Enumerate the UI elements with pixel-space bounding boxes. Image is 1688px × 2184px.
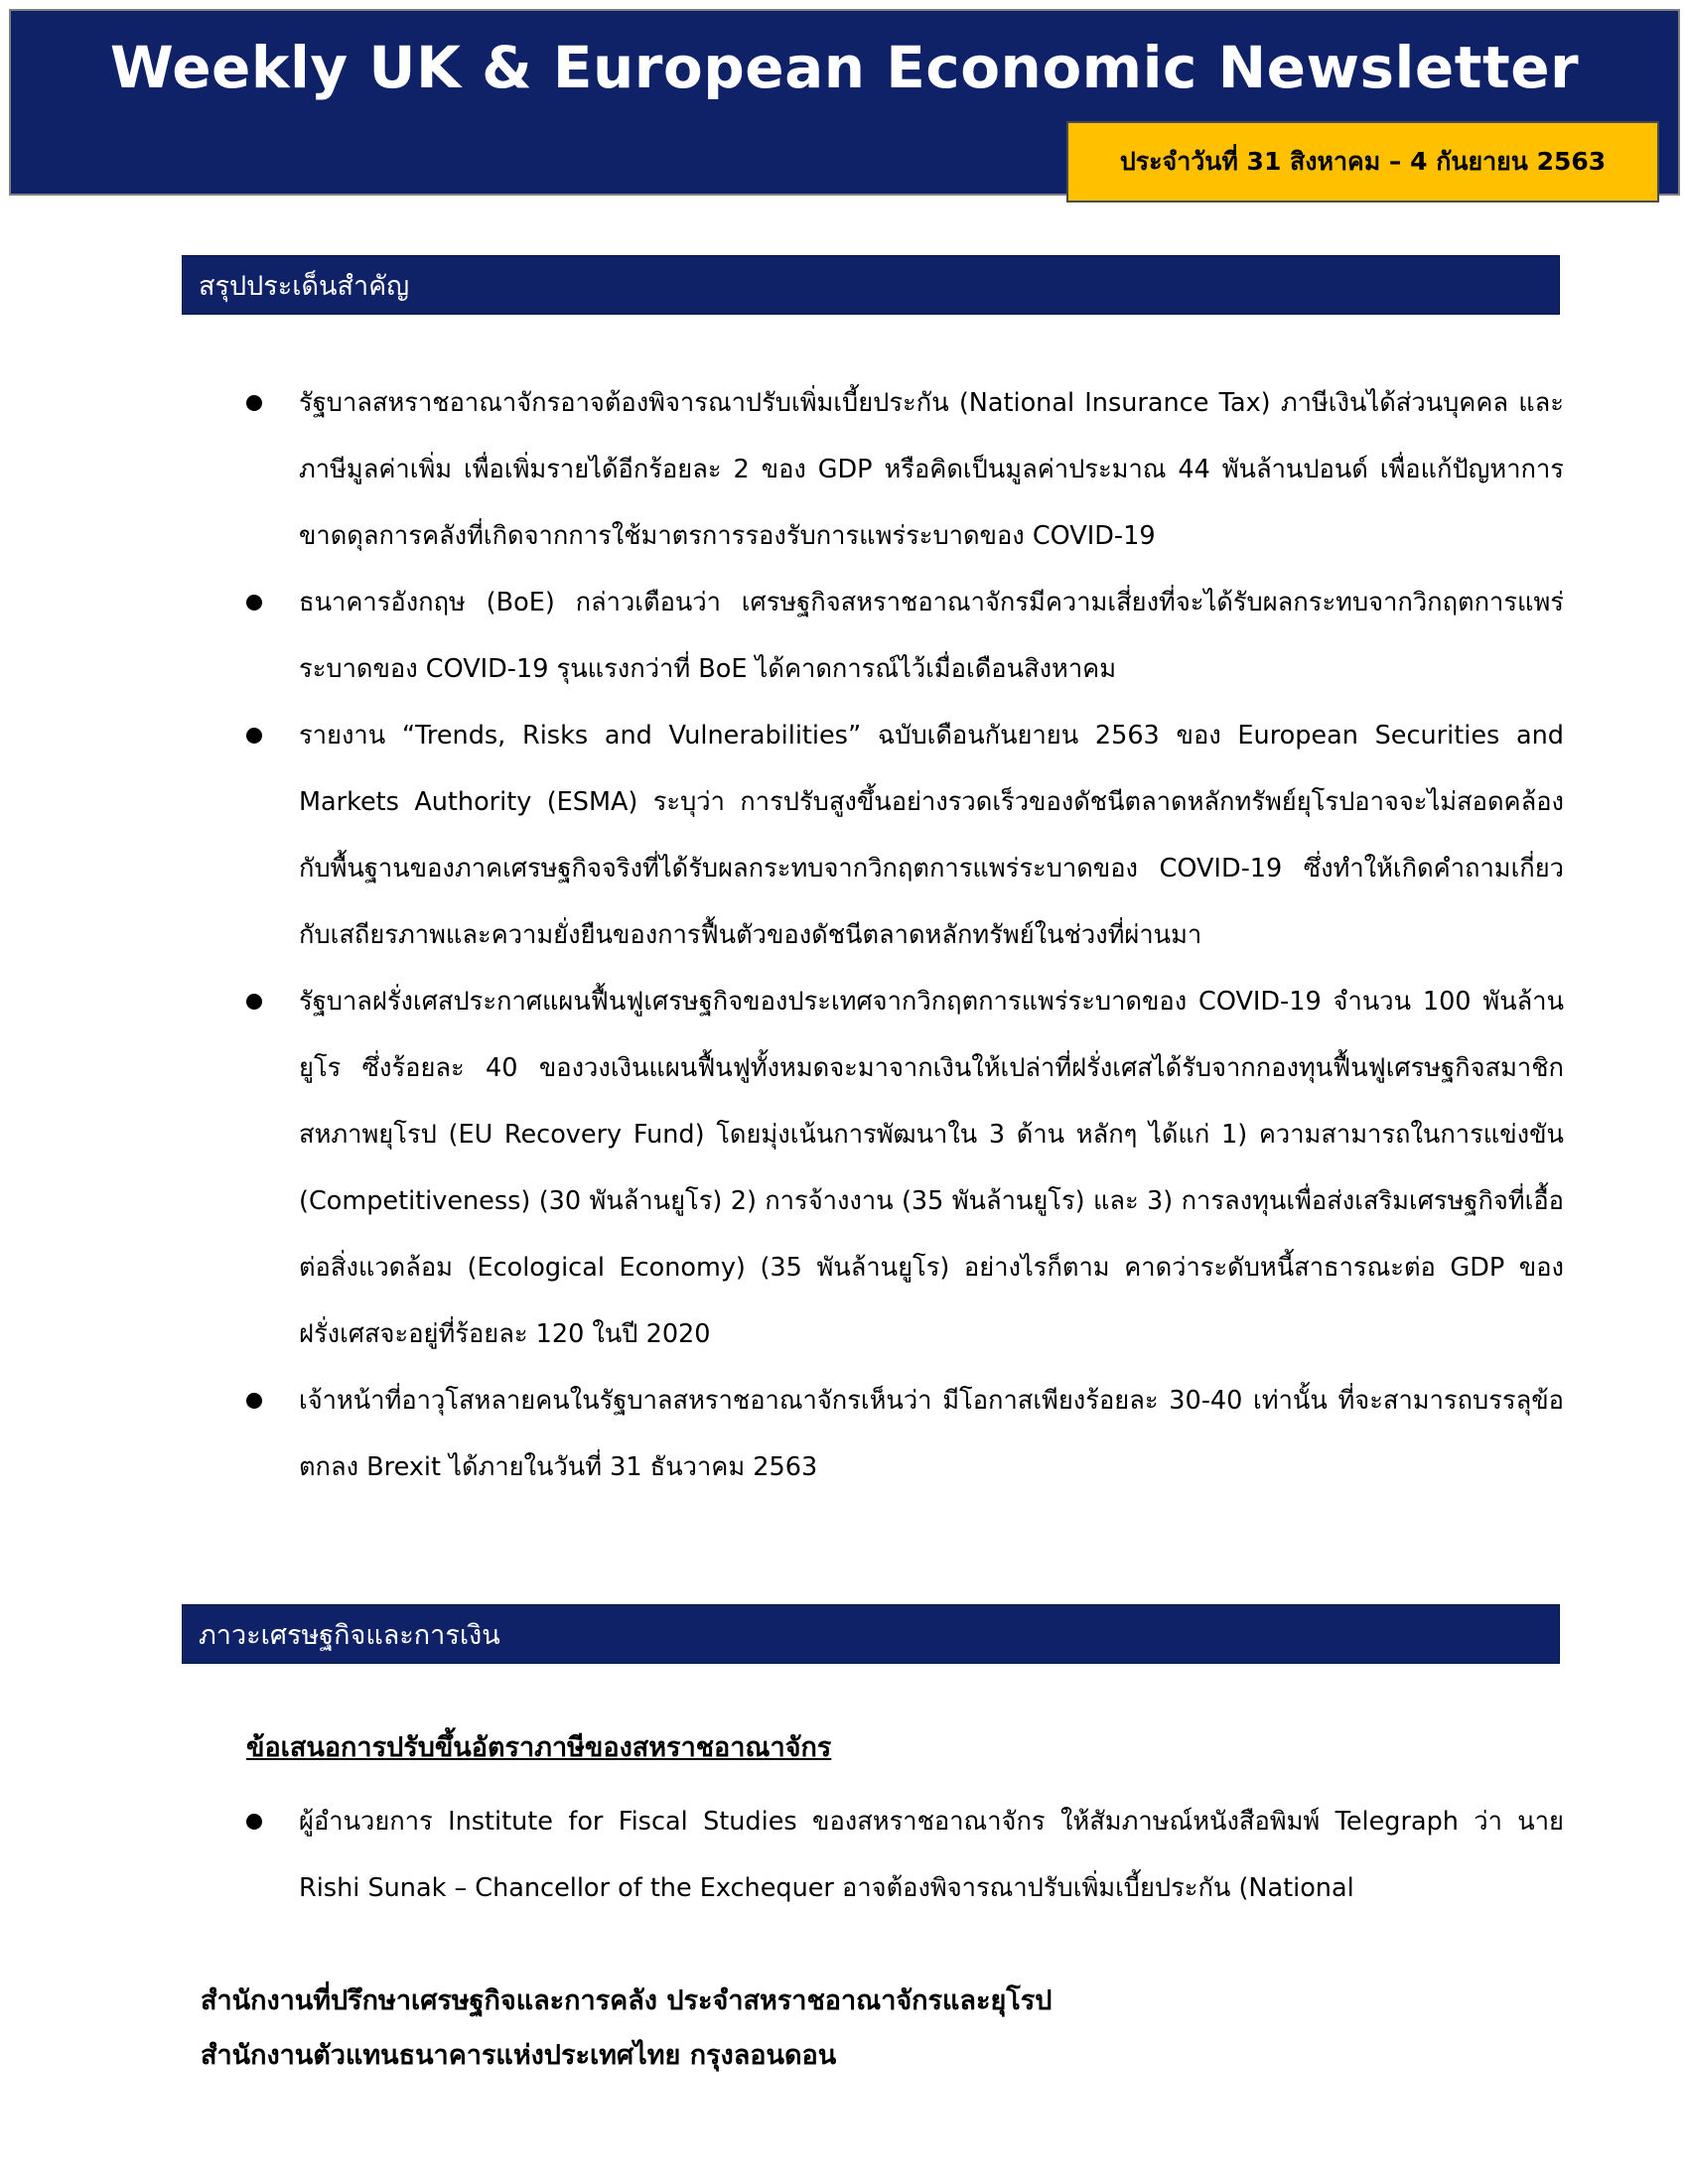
date-range-badge: ประจำวันที่ 31 สิงหาคม – 4 กันยายน 2563 [1066, 121, 1659, 203]
economy-item: ผู้อำนวยการ Institute for Fiscal Studies ของสหราชอาณาจักร ให้สัมภาษณ์หนังสือพิมพ์ Telegraph ว่า นาย Rishi Sunak – Chancellor of the Exchequer อาจต้องพิจารณาปรับเพิ่มเบี้ยประกัน (National [243, 1789, 1564, 1922]
economy-list [243, 1789, 1564, 1922]
article-subheading: ข้อเสนอการปรับขึ้นอัตราภาษีของสหราชอาณาจักร [246, 1732, 832, 1763]
section-heading-economy: ภาวะเศรษฐกิจและการเงิน [182, 1604, 1560, 1664]
newsletter-title: Weekly UK & European Economic Newsletter [109, 34, 1580, 101]
summary-list [243, 370, 1564, 1501]
summary-item: รายงาน “Trends, Risks and Vulnerabilities” ฉบับเดือนกันยายน 2563 ของ European Securities and Markets Authority (ESMA) ระบุว่า การปรับสูงขึ้นอย่างรวดเร็วของดัชนีตลาดหลักทรัพย์ยุโรปอาจจะไม่สอดคล้องกับพื้นฐานของภาคเศรษฐกิจจริงที่ได้รับผลกระทบจากวิกฤตการแพร่ระบาดของ COVID-19 ซึ่งทำให้เกิดคำถามเกี่ยวกับเสถียรภาพและความยั่งยืนของการฟื้นตัวของดัชนีตลาดหลักทรัพย์ในช่วงที่ผ่านมา [243, 703, 1564, 969]
bullet-icon [246, 994, 262, 1010]
newsletter-header [9, 9, 1680, 196]
summary-item: รัฐบาลสหราชอาณาจักรอาจต้องพิจารณาปรับเพิ่มเบี้ยประกัน (National Insurance Tax) ภาษีเงินได้ส่วนบุคคล และภาษีมูลค่าเพิ่ม เพื่อเพิ่มรายได้อีกร้อยละ 2 ของ GDP หรือคิดเป็นมูลค่าประมาณ 44 พันล้านปอนด์ เพื่อแก้ปัญหาการขาดดุลการคลังที่เกิดจากการใช้มาตรการรองรับการแพร่ระบาดของ COVID-19 [243, 370, 1564, 570]
footer-line-office: สำนักงานที่ปรึกษาเศรษฐกิจและการคลัง ประจำสหราชอาณาจักรและยุโรป [201, 1985, 1053, 2016]
bullet-icon [246, 395, 262, 411]
bullet-icon [246, 728, 262, 744]
footer-line-bank: สำนักงานตัวแทนธนาคารแห่งประเทศไทย กรุงลอนดอน [201, 2040, 837, 2071]
bullet-icon [246, 1393, 262, 1409]
summary-item: รัฐบาลฝรั่งเศสประกาศแผนฟื้นฟูเศรษฐกิจของประเทศจากวิกฤตการแพร่ระบาดของ COVID-19 จำนวน 100 พันล้านยูโร ซึ่งร้อยละ 40 ของวงเงินแผนฟื้นฟูทั้งหมดจะมาจากเงินให้เปล่าที่ฝรั่งเศสได้รับจากกองทุนฟื้นฟูเศรษฐกิจสมาชิกสหภาพยุโรป (EU Recovery Fund) โดยมุ่งเน้นการพัฒนาใน 3 ด้าน หลักๆ ได้แก่ 1) ความสามารถในการแข่งขัน (Competitiveness) (30 พันล้านยูโร) 2) การจ้างงาน (35 พันล้านยูโร) และ 3) การลงทุนเพื่อส่งเสริมเศรษฐกิจที่เอื้อต่อสิ่งแวดล้อม (Ecological Economy) (35 พันล้านยูโร) อย่างไรก็ตาม คาดว่าระดับหนี้สาธารณะต่อ GDP ของฝรั่งเศสจะอยู่ที่ร้อยละ 120 ในปี 2020 [243, 969, 1564, 1368]
bullet-icon [246, 595, 262, 611]
footer-office [201, 1974, 1052, 2083]
section-heading-summary: สรุปประเด็นสำคัญ [182, 255, 1560, 315]
summary-item: เจ้าหน้าที่อาวุโสหลายคนในรัฐบาลสหราชอาณาจักรเห็นว่า มีโอกาสเพียงร้อยละ 30-40 เท่านั้น ที่จะสามารถบรรลุข้อตกลง Brexit ได้ภายในวันที่ 31 ธันวาคม 2563 [243, 1368, 1564, 1501]
summary-item: ธนาคารอังกฤษ (BoE) กล่าวเตือนว่า เศรษฐกิจสหราชอาณาจักรมีความเสี่ยงที่จะได้รับผลกระทบจากวิกฤตการแพร่ระบาดของ COVID-19 รุนแรงกว่าที่ BoE ได้คาดการณ์ไว้เมื่อเดือนสิงหาคม [243, 570, 1564, 703]
bullet-icon [246, 1814, 262, 1830]
